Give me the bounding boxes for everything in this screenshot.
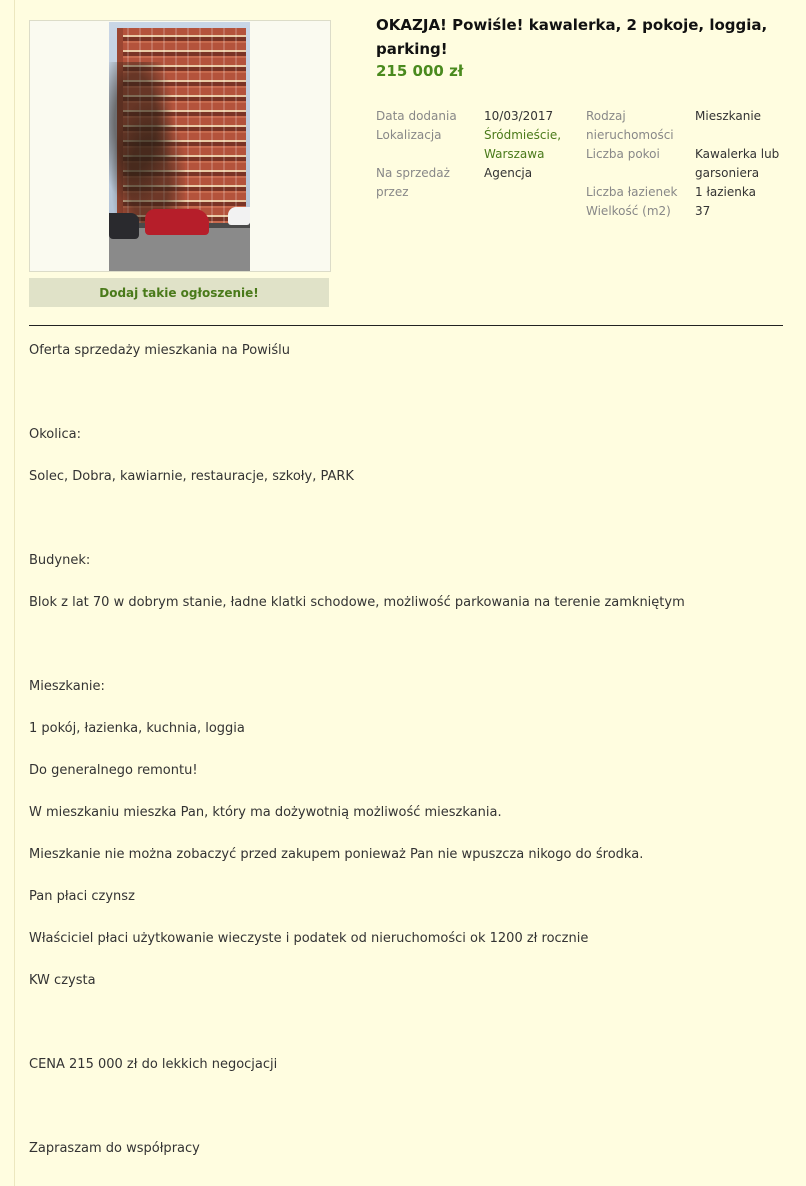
red-car-image [145, 209, 209, 235]
description-paragraph: 1 pokój, łazienka, kuchnia, loggia [29, 721, 245, 736]
description-paragraph: Pan płaci czynsz [29, 889, 135, 904]
listing-photo-frame[interactable] [29, 20, 331, 272]
listing-title-line-1: OKAZJA! Powiśle! kawalerka, 2 pokoje, loggia, [376, 16, 768, 34]
size-label: Wielkość (m2) [586, 204, 671, 218]
dark-car-image [109, 213, 139, 239]
description-paragraph: Okolica: [29, 427, 81, 442]
bathrooms-label: Liczba łazienek [586, 185, 678, 199]
description-paragraph: KW czysta [29, 973, 96, 988]
sold-by-label-2: przez [376, 185, 409, 199]
listing-price: 215 000 zł [376, 62, 464, 80]
property-type-value: Mieszkanie [695, 109, 762, 123]
description-paragraph: W mieszkaniu mieszka Pan, który ma dożywotnią możliwość mieszkania. [29, 805, 502, 820]
description-paragraph: Do generalnego remontu! [29, 763, 198, 778]
date-added-value: 10/03/2017 [484, 109, 554, 123]
location-label: Lokalizacja [376, 128, 442, 142]
section-divider [29, 325, 783, 326]
bathrooms-value: 1 łazienka [695, 185, 756, 199]
description-paragraph: Solec, Dobra, kawiarnie, restauracje, szkoły, PARK [29, 469, 354, 484]
building-photo[interactable] [109, 22, 250, 271]
description-paragraph: Oferta sprzedaży mieszkania na Powiślu [29, 343, 291, 358]
sold-by-value: Agencja [484, 166, 533, 180]
description-paragraph: Mieszkanie: [29, 679, 105, 694]
location-district-link[interactable]: Śródmieście, [484, 128, 562, 142]
description-paragraph: Budynek: [29, 553, 91, 568]
rooms-value-2: garsoniera [695, 166, 760, 180]
listing-title [376, 13, 776, 61]
size-value: 37 [695, 204, 711, 218]
property-type-label-2: nieruchomości [586, 128, 674, 142]
sold-by-label-1: Na sprzedaż [376, 166, 450, 180]
description-paragraph: CENA 215 000 zł do lekkich negocjacji [29, 1057, 278, 1072]
property-type-label-1: Rodzaj [586, 109, 626, 123]
date-added-label: Data dodania [376, 109, 457, 123]
location-city-link[interactable]: Warszawa [484, 147, 545, 161]
description-paragraph: Blok z lat 70 w dobrym stanie, ładne klatki schodowe, możliwość parkowania na terenie zamkniętym [29, 595, 685, 610]
description-paragraph: Zapraszam do współpracy [29, 1141, 200, 1156]
white-car-image [228, 207, 250, 225]
add-similar-ad-button[interactable]: Dodaj takie ogłoszenie! [29, 278, 329, 307]
listing-title-line-2: parking! [376, 40, 448, 58]
description-paragraph: Właściciel płaci użytkowanie wieczyste i podatek od nieruchomości ok 1200 zł rocznie [29, 931, 589, 946]
rooms-value-1: Kawalerka lub [695, 147, 780, 161]
rooms-label: Liczba pokoi [586, 147, 660, 161]
listing-page [14, 0, 806, 1186]
description-paragraph: Mieszkanie nie można zobaczyć przed zakupem ponieważ Pan nie wpuszcza nikogo do środka. [29, 847, 644, 862]
tree-image [109, 62, 185, 232]
